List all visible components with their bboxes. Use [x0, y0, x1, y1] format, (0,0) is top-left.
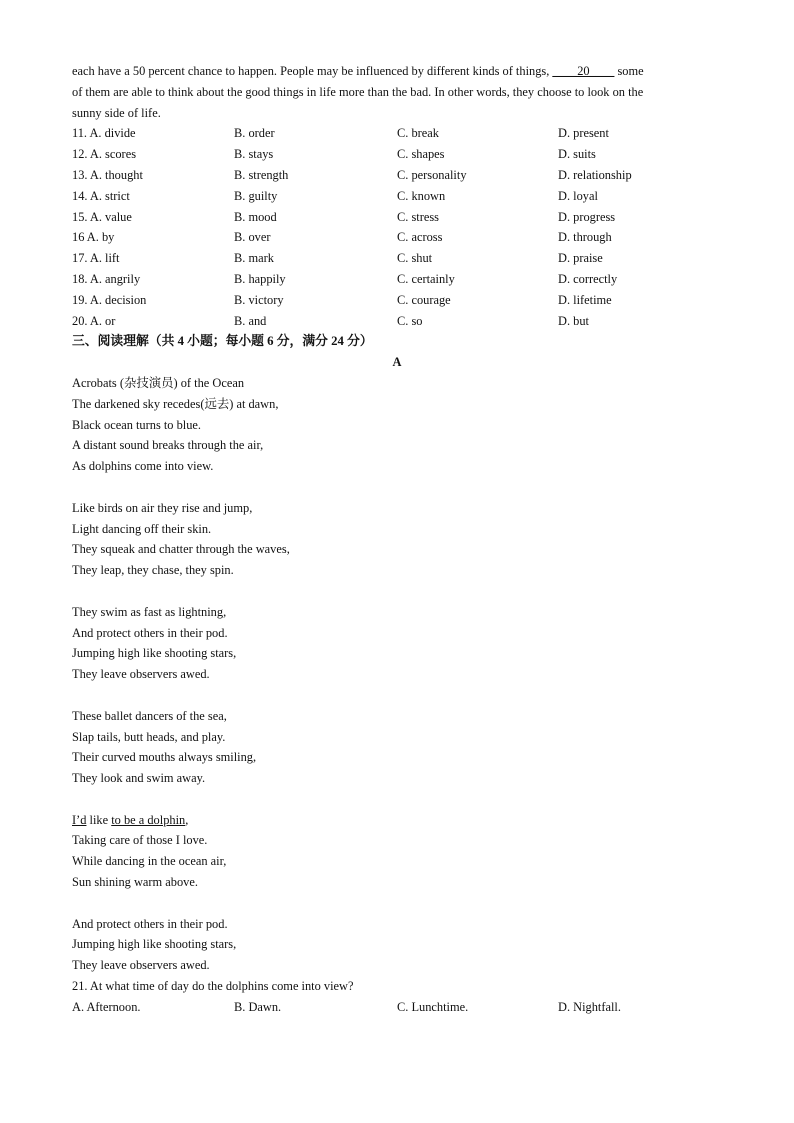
poem-line: Like birds on air they rise and jump, — [72, 500, 253, 515]
poem-title: Acrobats (杂技演员) of the Ocean — [72, 375, 245, 390]
poem-line: Light dancing off their skin. — [72, 521, 212, 536]
option-d: D. correctly — [558, 271, 618, 286]
stanza-gap — [72, 581, 722, 602]
section-title: 三、阅读理解（共 4 小题；每小题 6 分，满分 24 分） — [72, 334, 373, 349]
option-c: C. shapes — [397, 147, 445, 162]
option-c: C. so — [397, 313, 423, 328]
option-d: D. present — [558, 126, 609, 141]
poem-line: They look and swim away. — [72, 771, 206, 786]
poem-line: Jumping high like shooting stars, — [72, 937, 237, 952]
option-a: 20. A. or — [72, 313, 116, 328]
option-row — [72, 311, 722, 332]
option-b: B. stays — [234, 147, 274, 162]
poem-line: These ballet dancers of the sea, — [72, 708, 227, 723]
question-21-options — [72, 997, 722, 1018]
option-c: C. certainly — [397, 271, 455, 286]
option-c: C. across — [397, 230, 443, 245]
option-row — [72, 186, 722, 207]
option-a: 14. A. strict — [72, 188, 130, 203]
poem-line: They leave observers awed. — [72, 958, 210, 973]
passage-text: each have a 50 percent chance to happen. People may be influenced by different kinds of things, — [72, 64, 553, 78]
poem-line: Sun shining warm above. — [72, 875, 198, 890]
option-b: B. order — [234, 126, 275, 141]
option-b: B. victory — [234, 292, 284, 307]
option-c: C. break — [397, 126, 439, 141]
option-c: C. stress — [397, 209, 439, 224]
poem-line: They leap, they chase, they spin. — [72, 563, 234, 578]
option-b: B. mood — [234, 209, 277, 224]
question-21-stem: 21. At what time of day do the dolphins come into view? — [72, 979, 354, 994]
poem-line: Taking care of those I love. — [72, 833, 208, 848]
poem-text: like — [86, 812, 112, 827]
poem-line: They swim as fast as lightning, — [72, 604, 227, 619]
option-c: C. shut — [397, 251, 433, 266]
option-row — [72, 227, 722, 248]
option-c: C. personality — [397, 167, 467, 182]
option-a: 12. A. scores — [72, 147, 137, 162]
underlined-phrase: to be a dolphin — [111, 812, 186, 827]
option-d: D. through — [558, 230, 612, 245]
options-list — [72, 123, 722, 331]
option-d: D. lifetime — [558, 292, 612, 307]
option-b: B. Dawn. — [234, 999, 282, 1014]
stanza-gap — [72, 789, 722, 810]
poem-line: As dolphins come into view. — [72, 459, 214, 474]
poem-line: Black ocean turns to blue. — [72, 417, 202, 432]
option-row — [72, 269, 722, 290]
option-c: C. known — [397, 188, 446, 203]
poem-line — [72, 810, 722, 831]
option-a: 13. A. thought — [72, 167, 143, 182]
option-row — [72, 290, 722, 311]
option-b: B. happily — [234, 271, 286, 286]
option-row — [72, 207, 722, 228]
poem-line: Jumping high like shooting stars, — [72, 646, 237, 661]
option-row — [72, 165, 722, 186]
option-a: A. Afternoon. — [72, 999, 141, 1014]
option-d: D. progress — [558, 209, 616, 224]
option-b: B. strength — [234, 167, 289, 182]
option-d: D. praise — [558, 251, 603, 266]
option-row — [72, 144, 722, 165]
option-b: B. guilty — [234, 188, 278, 203]
passage-line: of them are able to think about the good things in life more than the bad. In other words, they choose to look on the — [72, 84, 644, 99]
option-d: D. loyal — [558, 188, 598, 203]
option-a: 16 A. by — [72, 230, 115, 245]
passage-line — [72, 61, 722, 82]
poem-line: While dancing in the ocean air, — [72, 854, 227, 869]
option-row — [72, 248, 722, 269]
option-a: 15. A. value — [72, 209, 132, 224]
poem-line: And protect others in their pod. — [72, 916, 228, 931]
passage-line: sunny side of life. — [72, 105, 161, 120]
option-a: 11. A. divide — [72, 126, 136, 141]
poem-line: They leave observers awed. — [72, 667, 210, 682]
stanza-gap — [72, 893, 722, 914]
poem-line: And protect others in their pod. — [72, 625, 228, 640]
poem-line: Their curved mouths always smiling, — [72, 750, 257, 765]
option-b: B. over — [234, 230, 271, 245]
poem-line: Slap tails, butt heads, and play. — [72, 729, 226, 744]
option-c: C. courage — [397, 292, 451, 307]
blank-20: ____20____ — [552, 64, 615, 78]
stanza-gap — [72, 477, 722, 498]
passage-text: some — [614, 64, 644, 78]
underlined-word: I’d — [72, 812, 87, 827]
option-d: D. but — [558, 313, 589, 328]
poem-line: They squeak and chatter through the waves, — [72, 542, 290, 557]
option-d: D. relationship — [558, 167, 632, 182]
option-row — [72, 123, 722, 144]
poem — [72, 373, 722, 976]
poem-text: , — [185, 812, 189, 827]
poem-line: A distant sound breaks through the air, — [72, 438, 264, 453]
poem-line: The darkened sky recedes(远去) at dawn, — [72, 396, 279, 411]
option-a: 18. A. angrily — [72, 271, 141, 286]
option-a: 19. A. decision — [72, 292, 147, 307]
option-b: B. and — [234, 313, 267, 328]
option-d: D. suits — [558, 147, 596, 162]
document-page — [72, 61, 722, 1018]
option-a: 17. A. lift — [72, 251, 120, 266]
option-b: B. mark — [234, 251, 274, 266]
section-letter: A — [392, 355, 402, 370]
option-c: C. Lunchtime. — [397, 999, 469, 1014]
option-d: D. Nightfall. — [558, 999, 621, 1014]
stanza-gap — [72, 685, 722, 706]
